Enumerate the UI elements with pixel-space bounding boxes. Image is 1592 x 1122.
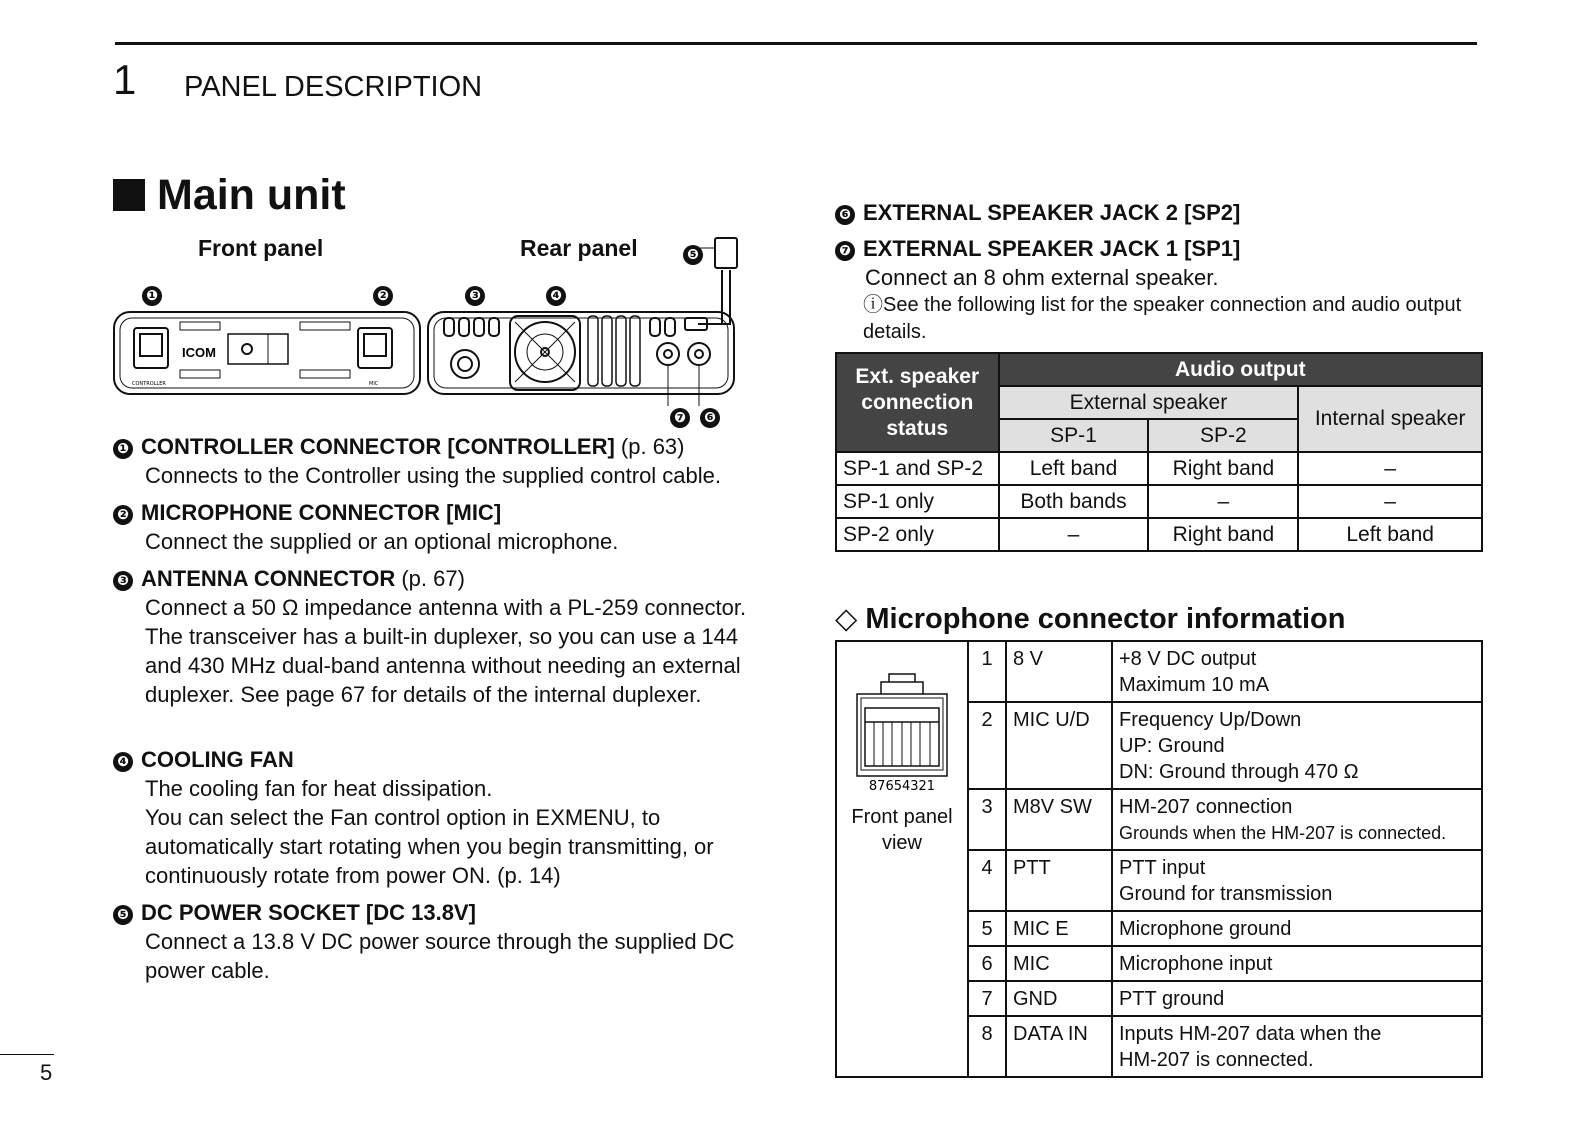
item-title: EXTERNAL SPEAKER JACK 1 [SP1] — [863, 236, 1241, 261]
number-badge: ❸ — [113, 571, 133, 591]
pin-desc — [1112, 789, 1482, 850]
pin-number: 7 — [968, 981, 1006, 1016]
table-row — [836, 641, 1482, 702]
cell: – — [1298, 452, 1482, 485]
chapter-number: 1 — [113, 56, 137, 103]
number-badge: ❼ — [835, 241, 855, 261]
square-bullet-icon — [113, 179, 145, 211]
cell: Left band — [1298, 518, 1482, 551]
desc-line: HM-207 is connected. — [1119, 1049, 1314, 1071]
item-antenna-connector — [113, 564, 753, 709]
diamond-icon: ◇ — [835, 603, 858, 635]
item-title: DC POWER SOCKET [DC 13.8V] — [141, 900, 476, 925]
number-badge: ❺ — [113, 905, 133, 925]
callout-4: ❹ — [546, 286, 566, 306]
desc-line: Grounds when the HM-207 is connected. — [1119, 823, 1447, 843]
pin-name: PTT — [1006, 850, 1112, 911]
callout-2: ❷ — [373, 286, 393, 306]
item-body: Connect the supplied or an optional microphone. — [145, 529, 619, 554]
pin-number: 2 — [968, 702, 1006, 789]
desc-line: Microphone input — [1119, 953, 1273, 975]
item-head — [835, 198, 1240, 227]
item-body: Connect an 8 ohm external speaker. — [865, 265, 1219, 290]
pin-desc — [1112, 641, 1482, 702]
item-body: The cooling fan for heat dissipation. — [145, 776, 493, 801]
page-ref: (p. 67) — [395, 566, 465, 591]
panel-diagram — [110, 230, 770, 410]
number-badge: ❶ — [113, 439, 133, 459]
item-controller-connector — [113, 432, 773, 490]
item-head — [113, 745, 743, 774]
page-ref: (p. 63) — [614, 434, 685, 459]
pin-number: 1 — [968, 641, 1006, 702]
header-external-speaker: External speaker — [999, 386, 1299, 419]
table-row — [836, 452, 1482, 485]
item-title: MICROPHONE CONNECTOR [MIC] — [141, 500, 502, 525]
rear-panel-drawing — [428, 238, 737, 406]
item-head — [113, 564, 753, 593]
chapter-title: PANEL DESCRIPTION — [184, 71, 483, 103]
number-badge: ❷ — [113, 505, 133, 525]
rear-panel-label: Rear panel — [520, 235, 638, 261]
desc-line: Maximum 10 mA — [1119, 674, 1270, 696]
item-body: Connects to the Controller using the supplied control cable. — [145, 463, 722, 488]
desc-line: PTT input — [1119, 857, 1206, 879]
desc-line: PTT ground — [1119, 988, 1225, 1010]
desc-line: +8 V DC output — [1119, 648, 1257, 670]
pin-desc — [1112, 946, 1482, 981]
item-ext-speaker-2 — [835, 198, 1240, 227]
item-body: Connect a 50 Ω impedance antenna with a PL-259 connector. The transceiver has a built-in duplexer, so you can use a 144 and 430 MHz dual-band antenna without needing an external duplexer. See page 67 for details of the internal duplexer. — [145, 595, 747, 707]
pin-desc — [1112, 1016, 1482, 1077]
pin-name: MIC — [1006, 946, 1112, 981]
mic-info-title — [835, 602, 1346, 636]
pin-name: DATA IN — [1006, 1016, 1112, 1077]
page-number: 5 — [40, 1060, 53, 1085]
pin-name: GND — [1006, 981, 1112, 1016]
item-title: CONTROLLER CONNECTOR [CONTROLLER] — [141, 434, 615, 459]
cell: – — [999, 518, 1149, 551]
pin-numbers-label: 87654321 — [868, 779, 936, 794]
pin-number: 8 — [968, 1016, 1006, 1077]
front-panel-view-label: Front panel view — [851, 806, 953, 854]
desc-line: Frequency Up/Down — [1119, 709, 1302, 731]
cell: Left band — [999, 452, 1149, 485]
header-rule — [115, 42, 1477, 45]
item-microphone-connector — [113, 498, 773, 556]
icom-logo: ICOM — [182, 345, 216, 360]
pin-name: MIC E — [1006, 911, 1112, 946]
item-ext-speaker-1 — [835, 234, 1475, 346]
header-audio-output: Audio output — [999, 353, 1482, 386]
number-badge: ❹ — [113, 752, 133, 772]
cell: Right band — [1148, 452, 1298, 485]
info-note-text: See the following list for the speaker connection and audio output details. — [863, 294, 1462, 343]
cell: Right band — [1148, 518, 1298, 551]
pin-name: M8V SW — [1006, 789, 1112, 850]
mic-info-title-text: Microphone connector information — [865, 603, 1346, 635]
item-cooling-fan — [113, 745, 743, 890]
item-title: ANTENNA CONNECTOR — [141, 566, 396, 591]
callout-5: ❺ — [683, 245, 703, 265]
callout-7: ❼ — [670, 408, 690, 428]
header-sp1: SP-1 — [999, 419, 1149, 452]
desc-line: DN: Ground through 470 Ω — [1119, 761, 1359, 783]
pin-desc — [1112, 702, 1482, 789]
pin-name: 8 V — [1006, 641, 1112, 702]
pin-number: 5 — [968, 911, 1006, 946]
connector-view-cell — [836, 641, 968, 1077]
pin-desc — [1112, 850, 1482, 911]
item-body-2: You can select the Fan control option in EXMENU, to automatically start rotating when you begin transmitting, or continuously rotate from power ON. (p. 14) — [145, 805, 714, 888]
item-body: Connect a 13.8 V DC power source through the supplied DC power cable. — [145, 929, 735, 983]
item-head — [835, 234, 1475, 263]
info-icon: ⓘ — [863, 294, 883, 316]
section-title — [113, 170, 346, 220]
item-head — [113, 898, 753, 927]
item-head — [113, 498, 773, 527]
table-row — [836, 485, 1482, 518]
mic-small-label: MIC — [369, 381, 379, 387]
section-title-text: Main unit — [157, 171, 346, 219]
pin-desc — [1112, 911, 1482, 946]
callout-1: ❶ — [142, 286, 162, 306]
desc-line: Inputs HM-207 data when the — [1119, 1023, 1382, 1045]
controller-small-label: CONTROLLER — [132, 381, 166, 387]
item-title: COOLING FAN — [141, 747, 294, 772]
cell: SP-2 only — [836, 518, 999, 551]
desc-line: UP: Ground — [1119, 735, 1225, 757]
info-note — [835, 292, 1475, 346]
callout-3: ❸ — [465, 286, 485, 306]
callout-6: ❻ — [700, 408, 720, 428]
item-head — [113, 432, 773, 461]
header-sp2: SP-2 — [1148, 419, 1298, 452]
cell: – — [1298, 485, 1482, 518]
item-dc-power-socket — [113, 898, 753, 985]
speaker-table — [835, 352, 1483, 552]
front-panel-label: Front panel — [198, 235, 324, 261]
pin-number: 4 — [968, 850, 1006, 911]
desc-line: Microphone ground — [1119, 918, 1292, 940]
item-title: EXTERNAL SPEAKER JACK 2 [SP2] — [863, 200, 1241, 225]
rj45-connector-icon — [847, 664, 957, 794]
pin-number: 3 — [968, 789, 1006, 850]
pin-name: MIC U/D — [1006, 702, 1112, 789]
mic-pin-table — [835, 640, 1483, 1078]
header-internal-speaker: Internal speaker — [1298, 386, 1482, 452]
desc-line: Ground for transmission — [1119, 883, 1333, 905]
desc-line: HM-207 connection — [1119, 796, 1293, 818]
cell: – — [1148, 485, 1298, 518]
cell: Both bands — [999, 485, 1149, 518]
cell: SP-1 only — [836, 485, 999, 518]
pin-number: 6 — [968, 946, 1006, 981]
table-row — [836, 518, 1482, 551]
number-badge: ❻ — [835, 205, 855, 225]
header-status: Ext. speaker connection status — [836, 353, 999, 452]
page-number-rule — [0, 1054, 54, 1055]
pin-desc — [1112, 981, 1482, 1016]
cell: SP-1 and SP-2 — [836, 452, 999, 485]
table-row — [836, 353, 1482, 386]
